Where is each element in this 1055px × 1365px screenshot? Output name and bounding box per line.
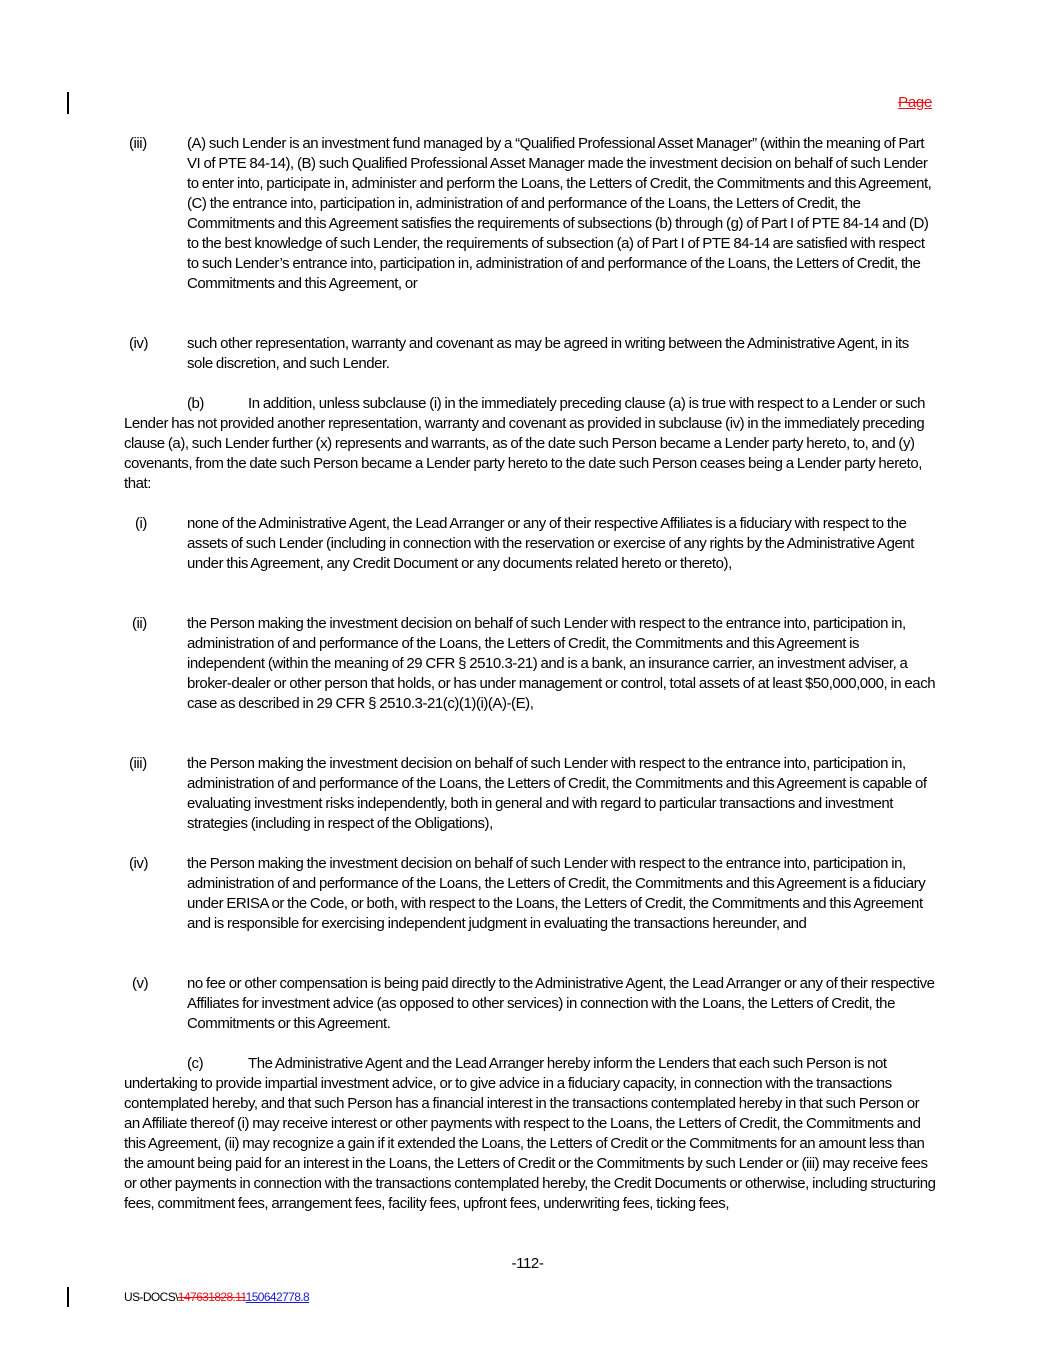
clause-text: the Person making the investment decision on behalf of such Lender with respect to the entrance into, participation in, administration of and performance of the Loans, the Letters of Credit, the Commitments and this Agreement is independent (within the meaning of 29 CFR § 2510.3-21) and is a bank, an insurance carrier, an investment adviser, a broker-dealer or other person that holds, or has under management or control, total assets of at least $50,000,000, in each case as described in 29 CFR § 2510.3-21(c)(1)(i)(A)-(E),	[187, 615, 936, 712]
page-number: -112-	[511, 1255, 544, 1272]
clause-b-iv	[129, 854, 937, 934]
change-bar-top	[67, 92, 69, 114]
clause-label: (v)	[132, 975, 149, 992]
clause-text: no fee or other compensation is being paid directly to the Administrative Agent, the Lead Arranger or any of their respective Affiliates for investment advice (as opposed to other services) in connection with the Loans, the Letters of Credit, the Commitments or this Agreement.	[187, 975, 935, 1032]
clause-text: The Administrative Agent and the Lead Arranger hereby inform the Lenders that each such Person is not undertaking to provide impartial investment advice, or to give advice in a fiduciary capacity, in connection with the transactions contemplated hereby, and that such Person has a financial interest in the transactions contemplated hereby in that such Person or an Affiliate thereof (i) may receive interest or other payments with respect to the Loans, the Letters of Credit, the Commitments and this Agreement, (ii) may recognize a gain if it extended the Loans, the Letters of Credit or the Commitments for an amount less than the amount being paid for an interest in the Loans, the Letters of Credit or the Commitments by such Lender or (iii) may receive fees or other payments in connection with the transactions contemplated hereby, the Credit Documents or otherwise, including structuring fees, commitment fees, arrangement fees, facility fees, upfront fees, underwriting fees, ticking fees,	[124, 1055, 936, 1212]
clause-b	[124, 394, 937, 494]
footer-prefix: US-DOCS\	[124, 1290, 178, 1304]
clause-label: (iv)	[129, 855, 149, 872]
clause-text: In addition, unless subclause (i) in the immediately preceding clause (a) is true with respect to a Lender or such Lender has not provided another representation, warranty and covenant as provided in subclause (iv) in the immediately preceding clause (a), such Lender further (x) represents and warrants, as of the date such Person became a Lender party hereto, to, and (y) covenants, from the date such Person became a Lender party hereto to the date such Person ceases being a Lender party hereto, that:	[124, 395, 926, 492]
clause-label: (i)	[135, 515, 147, 532]
clause-label: (iii)	[129, 755, 147, 772]
change-bar-bottom	[67, 1287, 69, 1307]
clause-a-iii	[129, 134, 937, 294]
clause-b-v	[132, 974, 937, 1034]
clause-c	[124, 1054, 937, 1214]
clause-b-ii	[132, 614, 937, 714]
clause-text: (A) such Lender is an investment fund managed by a “Qualified Professional Asset Manager” (within the meaning of Part VI of PTE 84-14), (B) such Qualified Professional Asset Manager made the investment decision on behalf of such Lender to enter into, participate in, administer and perform the Loans, the Letters of Credit, the Commitments and this Agreement, (C) the entrance into, participation in, administration of and performance of the Loans, the Letters of Credit, the Commitments and this Agreement satisfies the requirements of subsections (b) through (g) of Part I of PTE 84-14 and (D) to the best knowledge of such Lender, the requirements of subsection (a) of Part I of PTE 84-14 are satisfied with respect to such Lender’s entrance into, participation in, administration of and performance of the Loans, the Letters of Credit, the Commitments and this Agreement, or	[187, 135, 932, 292]
clause-b-iii	[129, 754, 937, 834]
header-page-label-deleted: Page	[898, 94, 932, 111]
clause-label: (b)	[187, 395, 204, 412]
footer-inserted-id: 150642778.8	[245, 1290, 310, 1304]
clause-text: the Person making the investment decision on behalf of such Lender with respect to the entrance into, participation in, administration of and performance of the Loans, the Letters of Credit, the Commitments and this Agreement is capable of evaluating investment risks independently, both in general and with regard to particular transactions and investment strategies (including in respect of the Obligations),	[187, 755, 927, 832]
footer-deleted-id: 147631828.11	[177, 1290, 246, 1304]
clause-b-i	[135, 514, 937, 574]
clause-label: (iv)	[129, 335, 149, 352]
clause-label: (ii)	[132, 615, 147, 632]
footer-doc-id	[124, 1290, 309, 1304]
clause-label: (c)	[187, 1055, 204, 1072]
clause-text: such other representation, warranty and covenant as may be agreed in writing between the Administrative Agent, in its sole discretion, and such Lender.	[187, 335, 909, 372]
clause-label: (iii)	[129, 135, 147, 152]
clause-a-iv	[129, 334, 937, 374]
clause-text: none of the Administrative Agent, the Lead Arranger or any of their respective Affiliates is a fiduciary with respect to the assets of such Lender (including in connection with the reservation or exercise of any rights by the Administrative Agent under this Agreement, any Credit Document or any documents related hereto or thereto),	[187, 515, 914, 572]
clause-text: the Person making the investment decision on behalf of such Lender with respect to the entrance into, participation in, administration of and performance of the Loans, the Letters of Credit, the Commitments and this Agreement is a fiduciary under ERISA or the Code, or both, with respect to the Loans, the Letters of Credit, the Commitments and this Agreement and is responsible for exercising independent judgment in evaluating the transactions hereunder, and	[187, 855, 926, 932]
